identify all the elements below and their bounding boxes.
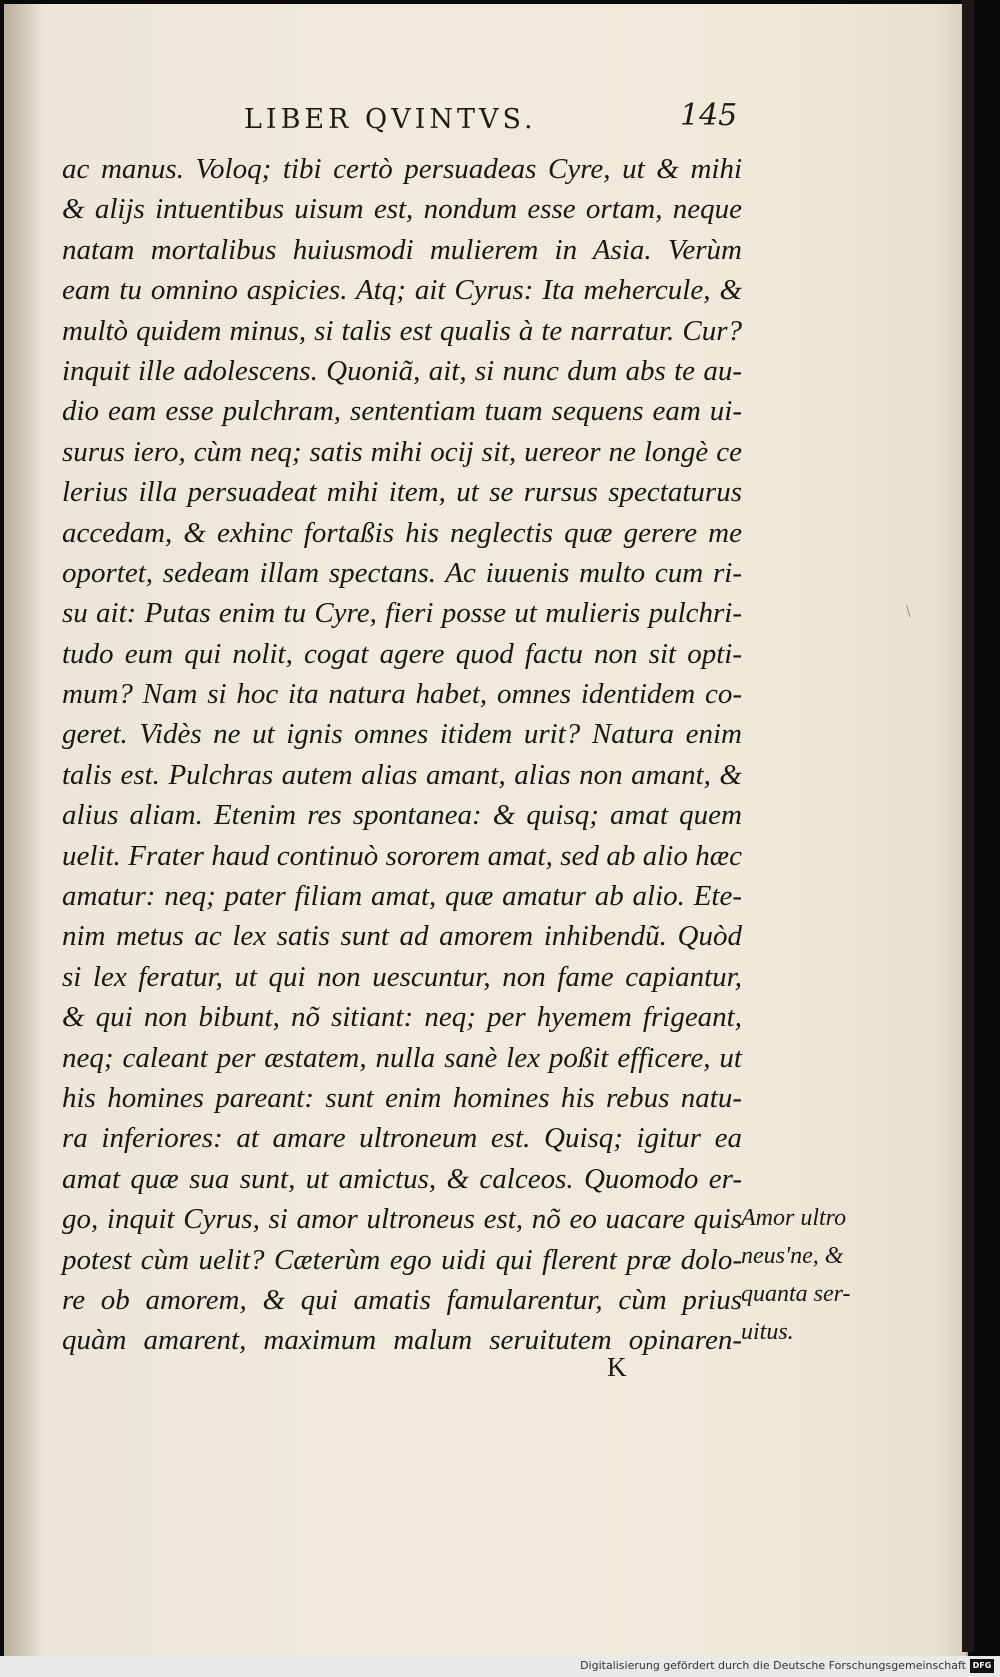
body-text [62,149,742,1361]
text-line: lerius illa persuadeat mihi item, ut se rursus spectaturus [62,476,742,509]
text-line: talis est. Pulchras autem alias amant, alias non amant, & [62,758,742,791]
margin-note-line: quanta ser- [741,1281,851,1307]
text-line: amat quæ sua sunt, ut amictus, & calceos. Quomodo er- [62,1162,742,1195]
text-line: eam tu omnino aspicies. Atq; ait Cyrus: Ita mehercule, & [62,274,742,307]
text-line: dio eam esse pulchram, sententiam tuam sequens eam ui- [62,395,742,428]
text-line: multò quidem minus, si talis est qualis à te narratur. Cur? [62,314,742,347]
text-line: potest cùm uelit? Cæterùm ego uidi qui flerent præ dolo- [62,1243,742,1276]
footer-credit: Digitalisierung gefördert durch die Deutsche Forschungsgemeinschaft [580,1659,966,1672]
dfg-logo-icon: DFG [970,1659,994,1673]
text-line: uelit. Frater haud continuò sororem amat, sed ab alio hæc [62,839,742,872]
margin-note [741,1199,866,1351]
text-line: amatur: neq; pater filiam amat, quæ amatur ab alio. Ete- [62,880,742,913]
margin-note-line: Amor ultro [741,1205,847,1231]
text-line: si lex feratur, ut qui non uescuntur, non fame capiantur, [62,960,742,993]
book-page [4,4,968,1656]
margin-note-line: neus'ne, & [741,1243,844,1269]
text-line: mum? Nam si hoc ita natura habet, omnes identidem co- [62,678,742,711]
text-line: go, inquit Cyrus, si amor ultroneus est, nõ eo uacare quis [62,1203,742,1236]
signature-mark: K [607,1352,627,1382]
text-line: & alijs intuentibus uisum est, nondum esse ortam, neque [62,193,742,226]
text-line: alius aliam. Etenim res spontanea: & quisq; amat quem [62,799,742,832]
text-line: tudo eum qui nolit, cogat agere quod factu non sit opti- [62,637,742,670]
text-line: inquit ille adolescens. Quoniã, ait, si nunc dum abs te au- [62,354,742,387]
text-line: geret. Vidès ne ut ignis omnes itidem urit? Natura enim [62,718,742,751]
stray-mark: \ [906,604,911,620]
text-line: ac manus. Voloq; tibi certò persuadeas Cyre, ut & mihi [62,153,742,185]
text-line: & qui non bibunt, nõ sitiant: neq; per hyemem frigeant, [62,1001,742,1034]
text-line: neq; caleant per æstatem, nulla sanè lex poßit efficere, ut [62,1041,742,1074]
text-line: nim metus ac lex satis sunt ad amorem inhibendũ. Quòd [62,920,742,953]
text-line: natam mortalibus huiusmodi mulierem in Asia. Verùm [62,233,742,266]
page-edge [962,0,974,1652]
text-line: accedam, & exhinc fortaßis his neglectis quæ gerere me [62,516,742,549]
margin-note-line: uitus. [741,1319,794,1345]
page-number: 145 [680,98,738,133]
gutter-shadow [4,4,44,1656]
text-line: surus iero, cùm neq; satis mihi ocij sit, uereor ne longè ce [62,435,742,468]
text-line: his homines pareant: sunt enim homines his rebus natu- [62,1081,742,1114]
text-line: oportet, sedeam illam spectans. Ac iuuenis multo cum ri- [62,556,742,589]
running-head: LIBER QVINTVS. [244,104,537,135]
text-line: quàm amarent, maximum malum seruitutem opinaren- [62,1324,742,1357]
text-line: su ait: Putas enim tu Cyre, fieri posse ut mulieris pulchri- [62,597,742,630]
footer-bar [0,1656,1000,1677]
text-line: re ob amorem, & qui amatis famularentur, cùm prius [62,1283,742,1316]
text-line: ra inferiores: at amare ultroneum est. Quisq; igitur ea [62,1122,742,1155]
